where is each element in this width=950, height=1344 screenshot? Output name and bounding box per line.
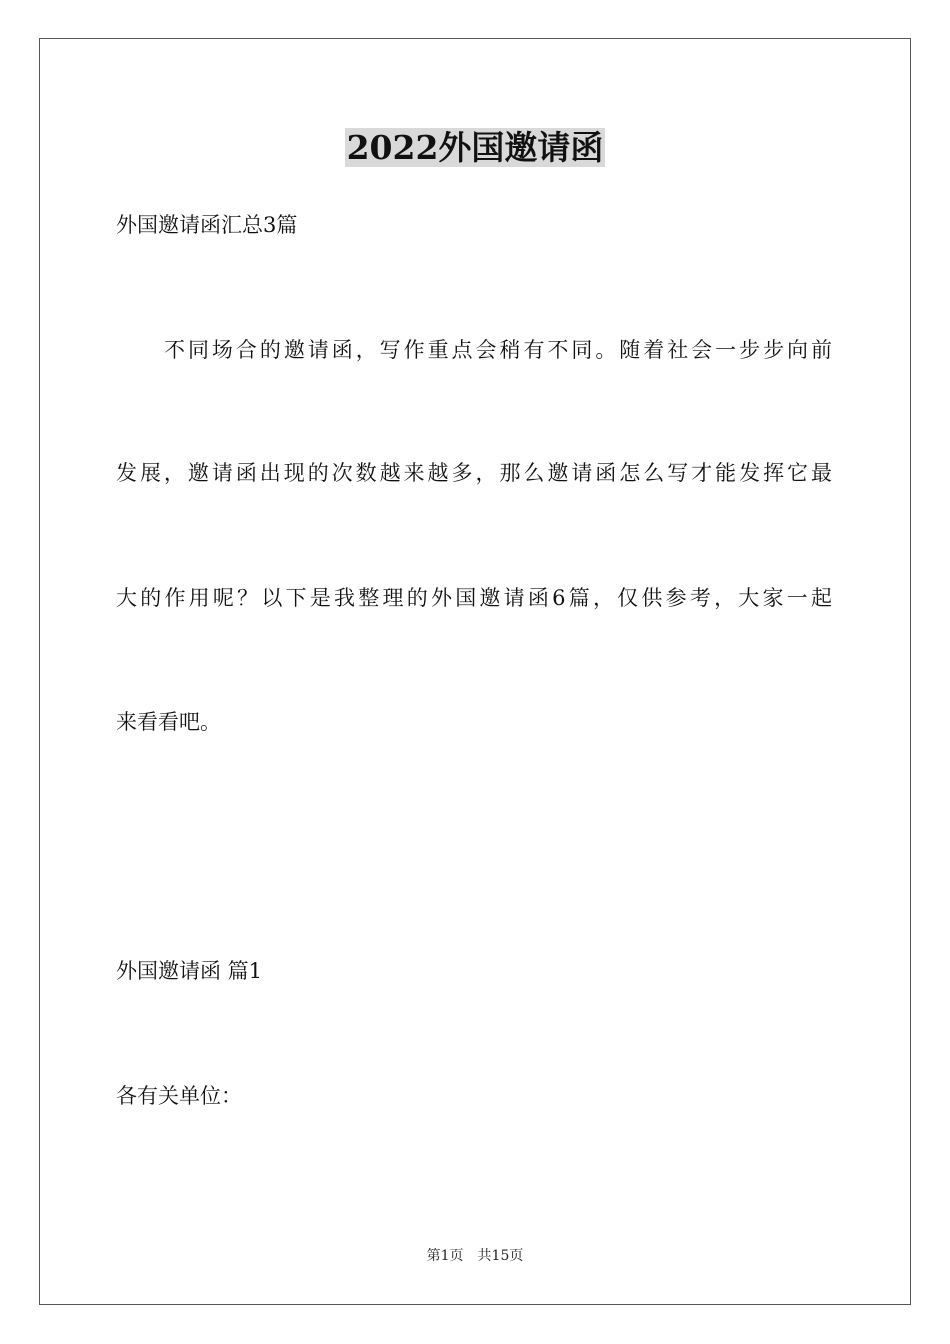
page-number-total: 共15页 [477,1248,524,1264]
salutation: 各有关单位： [116,1084,242,1108]
document-subtitle: 外国邀请函汇总3篇 [116,213,298,237]
section-heading: 外国邀请函 篇1 [116,959,263,983]
document-title [0,128,950,168]
document-title-text: 2022外国邀请函 [346,128,604,167]
intro-line-3: 大的作用呢？以下是我整理的外国邀请函6篇，仅供参考，大家一起 [116,586,832,610]
page-number-current: 第1页 [426,1248,464,1264]
intro-line-2: 发展，邀请函出现的次数越来越多，那么邀请函怎么写才能发挥它最 [116,461,832,485]
intro-line-1: 不同场合的邀请函，写作重点会稍有不同。随着社会一步步向前 [164,338,832,362]
intro-line-4: 来看看吧。 [116,710,221,734]
page-footer [0,1247,950,1265]
